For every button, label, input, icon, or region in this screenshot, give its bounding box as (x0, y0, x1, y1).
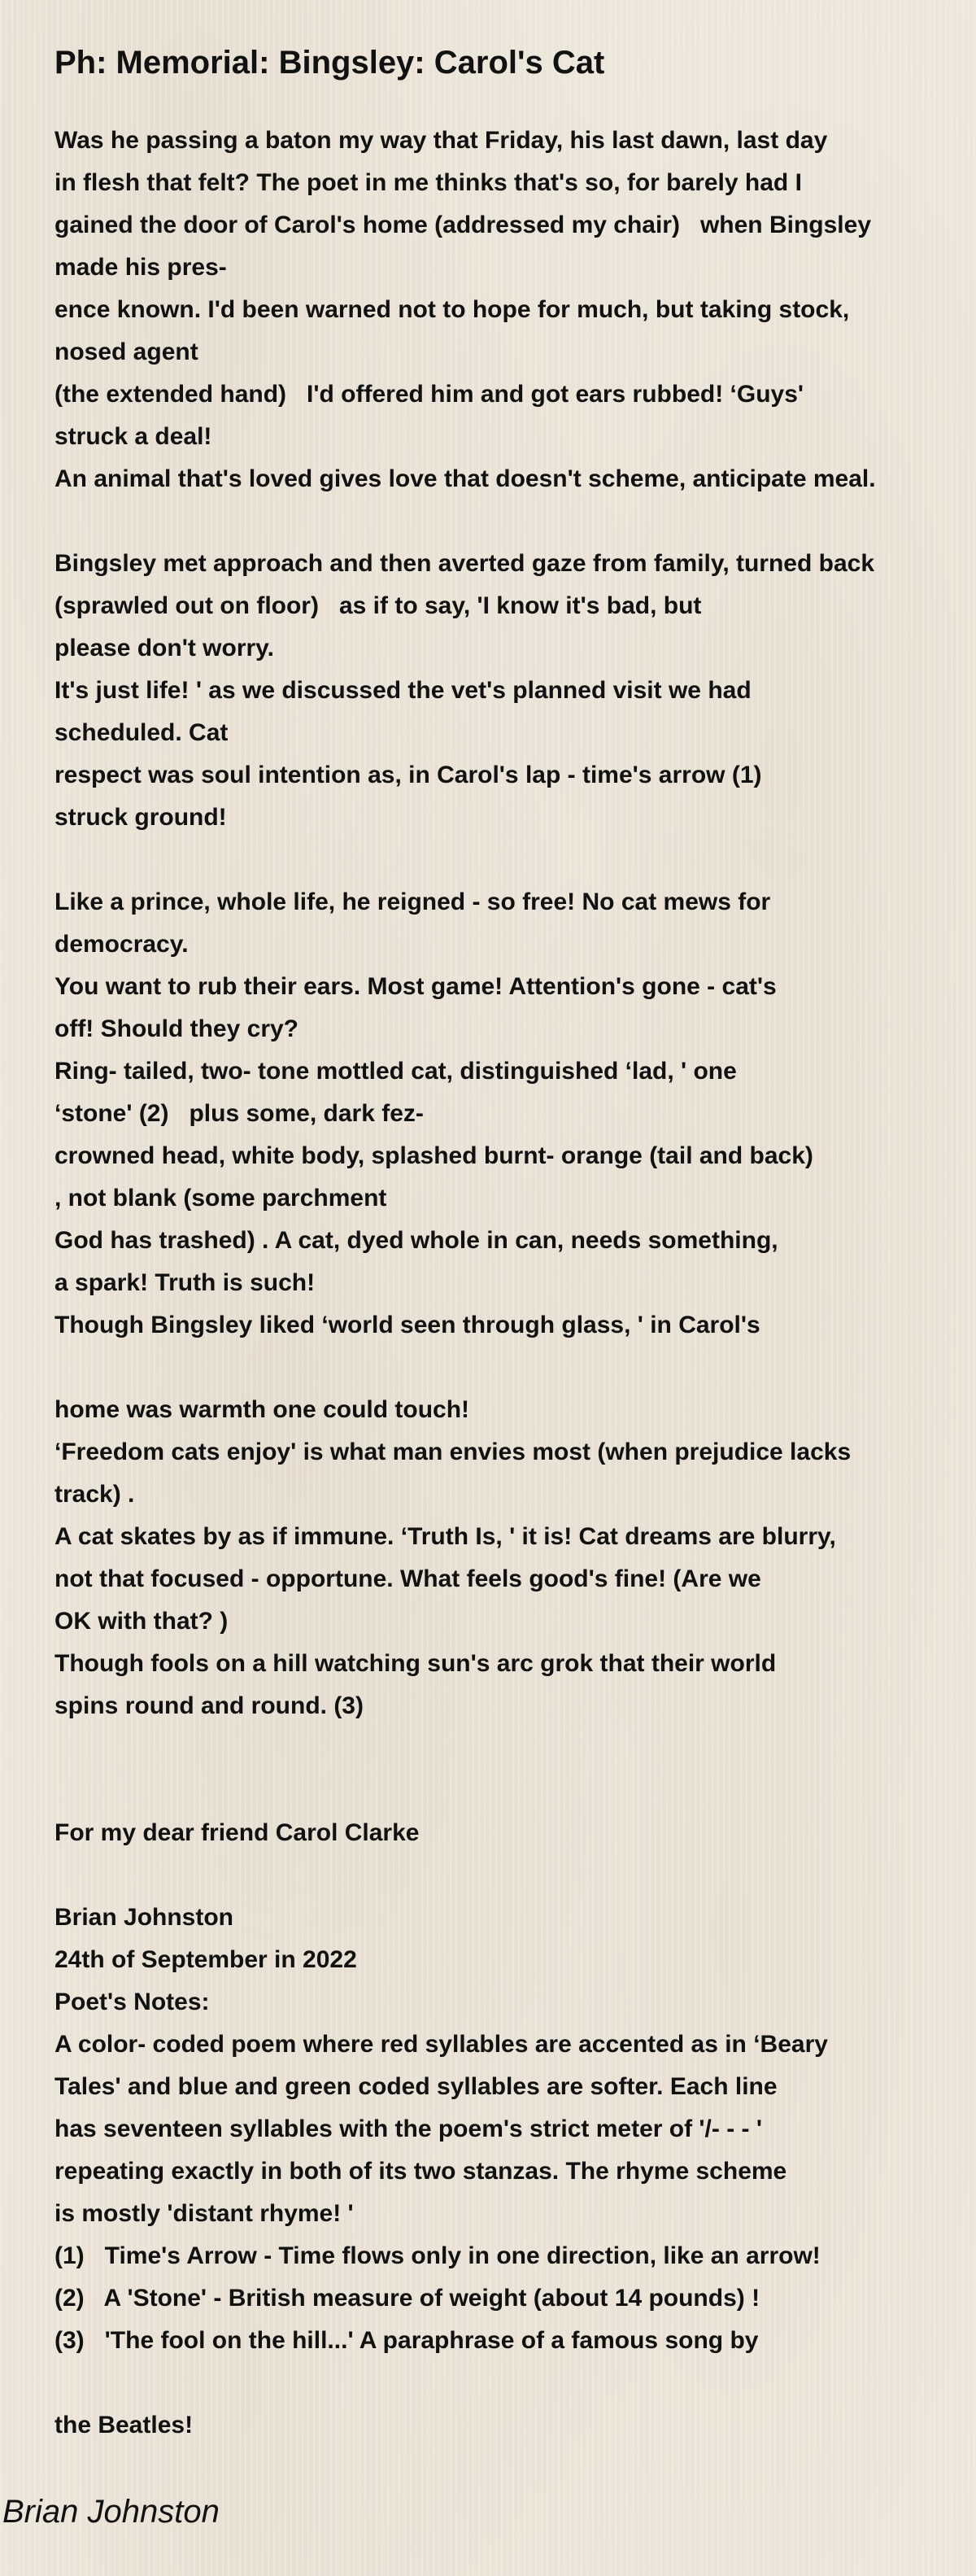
poem-line: Bingsley met approach and then averted gaze from family, turned back (54, 550, 875, 577)
poem-line: track) . (54, 1481, 135, 1508)
poem-line: You want to rub their ears. Most game! Attention's gone - cat's (54, 973, 777, 1000)
poem-line: Though Bingsley liked ‘world seen through glass, ' in Carol's (54, 1312, 760, 1338)
blank-line (54, 1727, 941, 1770)
poem-line: ence known. I'd been warned not to hope for much, but taking stock, (54, 296, 850, 323)
poem-line: nosed agent (54, 338, 198, 365)
poem-line: An animal that's loved gives love that doesn't scheme, anticipate meal. (54, 465, 876, 492)
poem-line: Like a prince, whole life, he reigned - so free! No cat mews for (54, 889, 771, 915)
poem-line: 24th of September in 2022 (54, 1946, 357, 1973)
poem-line: (1) Time's Arrow - Time flows only in one direction, like an arrow! (54, 2242, 821, 2269)
poem-line: home was warmth one could touch! (54, 1396, 470, 1423)
blank-line (54, 1770, 941, 1812)
blank-line (54, 1854, 941, 1897)
poem-line: It's just life! ' as we discussed the vet's planned visit we had (54, 677, 752, 704)
poem-line: Was he passing a baton my way that Friday, his last dawn, last day (54, 127, 828, 154)
poem-line: respect was soul intention as, in Carol's lap - time's arrow (1) (54, 762, 762, 788)
blank-line (54, 1347, 941, 1389)
poem-line: A color- coded poem where red syllables are accented as in ‘Beary (54, 2031, 828, 2058)
author-signature: Brian Johnston (2, 2494, 220, 2530)
poem-line: struck ground! (54, 804, 227, 831)
poem-line: (3) 'The fool on the hill...' A paraphrase of a famous song by (54, 2327, 759, 2354)
poem-line: (sprawled out on floor) as if to say, 'I know it's bad, but (54, 592, 702, 619)
poem-line: the Beatles! (54, 2412, 194, 2438)
poem-line: made his pres- (54, 254, 227, 281)
poem-line: has seventeen syllables with the poem's strict meter of '/- - - ' (54, 2115, 762, 2142)
poem-line: not that focused - opportune. What feels good's fine! (Are we (54, 1565, 761, 1592)
poem-line: (the extended hand) I'd offered him and got ears rubbed! ‘Guys' (54, 381, 804, 408)
poem-line: ‘Freedom cats enjoy' is what man envies most (when prejudice lacks (54, 1439, 852, 1465)
blank-line (54, 2362, 941, 2404)
poem-line: is mostly 'distant rhyme! ' (54, 2200, 354, 2227)
poem-line: (2) A 'Stone' - British measure of weight (about 14 pounds) ! (54, 2285, 760, 2312)
poem-line: crowned head, white body, splashed burnt- orange (tail and back) (54, 1142, 813, 1169)
poem-line: struck a deal! (54, 423, 212, 450)
poem-line: a spark! Truth is such! (54, 1269, 316, 1296)
poem-line: in flesh that felt? The poet in me thinks that's so, for barely had I (54, 169, 802, 196)
poem-line: Tales' and blue and green coded syllables are softer. Each line (54, 2073, 778, 2100)
poem-line: , not blank (some parchment (54, 1185, 387, 1212)
poem-line: Though fools on a hill watching sun's arc grok that their world (54, 1650, 777, 1677)
poem-line: Brian Johnston (54, 1904, 234, 1931)
poem-line: A cat skates by as if immune. ‘Truth Is, ' it is! Cat dreams are blurry, (54, 1523, 836, 1550)
poem-line: ‘stone' (2) plus some, dark fez- (54, 1100, 424, 1127)
blank-line (54, 500, 941, 543)
poem-line: spins round and round. (3) (54, 1692, 364, 1719)
poem-line: scheduled. Cat (54, 719, 229, 746)
blank-line (54, 839, 941, 881)
poem-line: Poet's Notes: (54, 1989, 210, 2015)
poem-line: please don't worry. (54, 635, 274, 661)
poem-line: Ring- tailed, two- tone mottled cat, distinguished ‘lad, ' one (54, 1058, 737, 1085)
poem-title: Ph: Memorial: Bingsley: Carol's Cat (54, 45, 605, 81)
poem-line: OK with that? ) (54, 1608, 229, 1635)
poem-line: gained the door of Carol's home (addressed my chair) when Bingsley (54, 212, 872, 238)
poem-line: democracy. (54, 931, 189, 958)
poem-line: For my dear friend Carol Clarke (54, 1819, 420, 1846)
poem-line: God has trashed) . A cat, dyed whole in can, needs something, (54, 1227, 778, 1254)
poem-line: repeating exactly in both of its two stanzas. The rhyme scheme (54, 2158, 787, 2185)
poem-body (54, 120, 941, 2447)
poem-line: off! Should they cry? (54, 1015, 298, 1042)
